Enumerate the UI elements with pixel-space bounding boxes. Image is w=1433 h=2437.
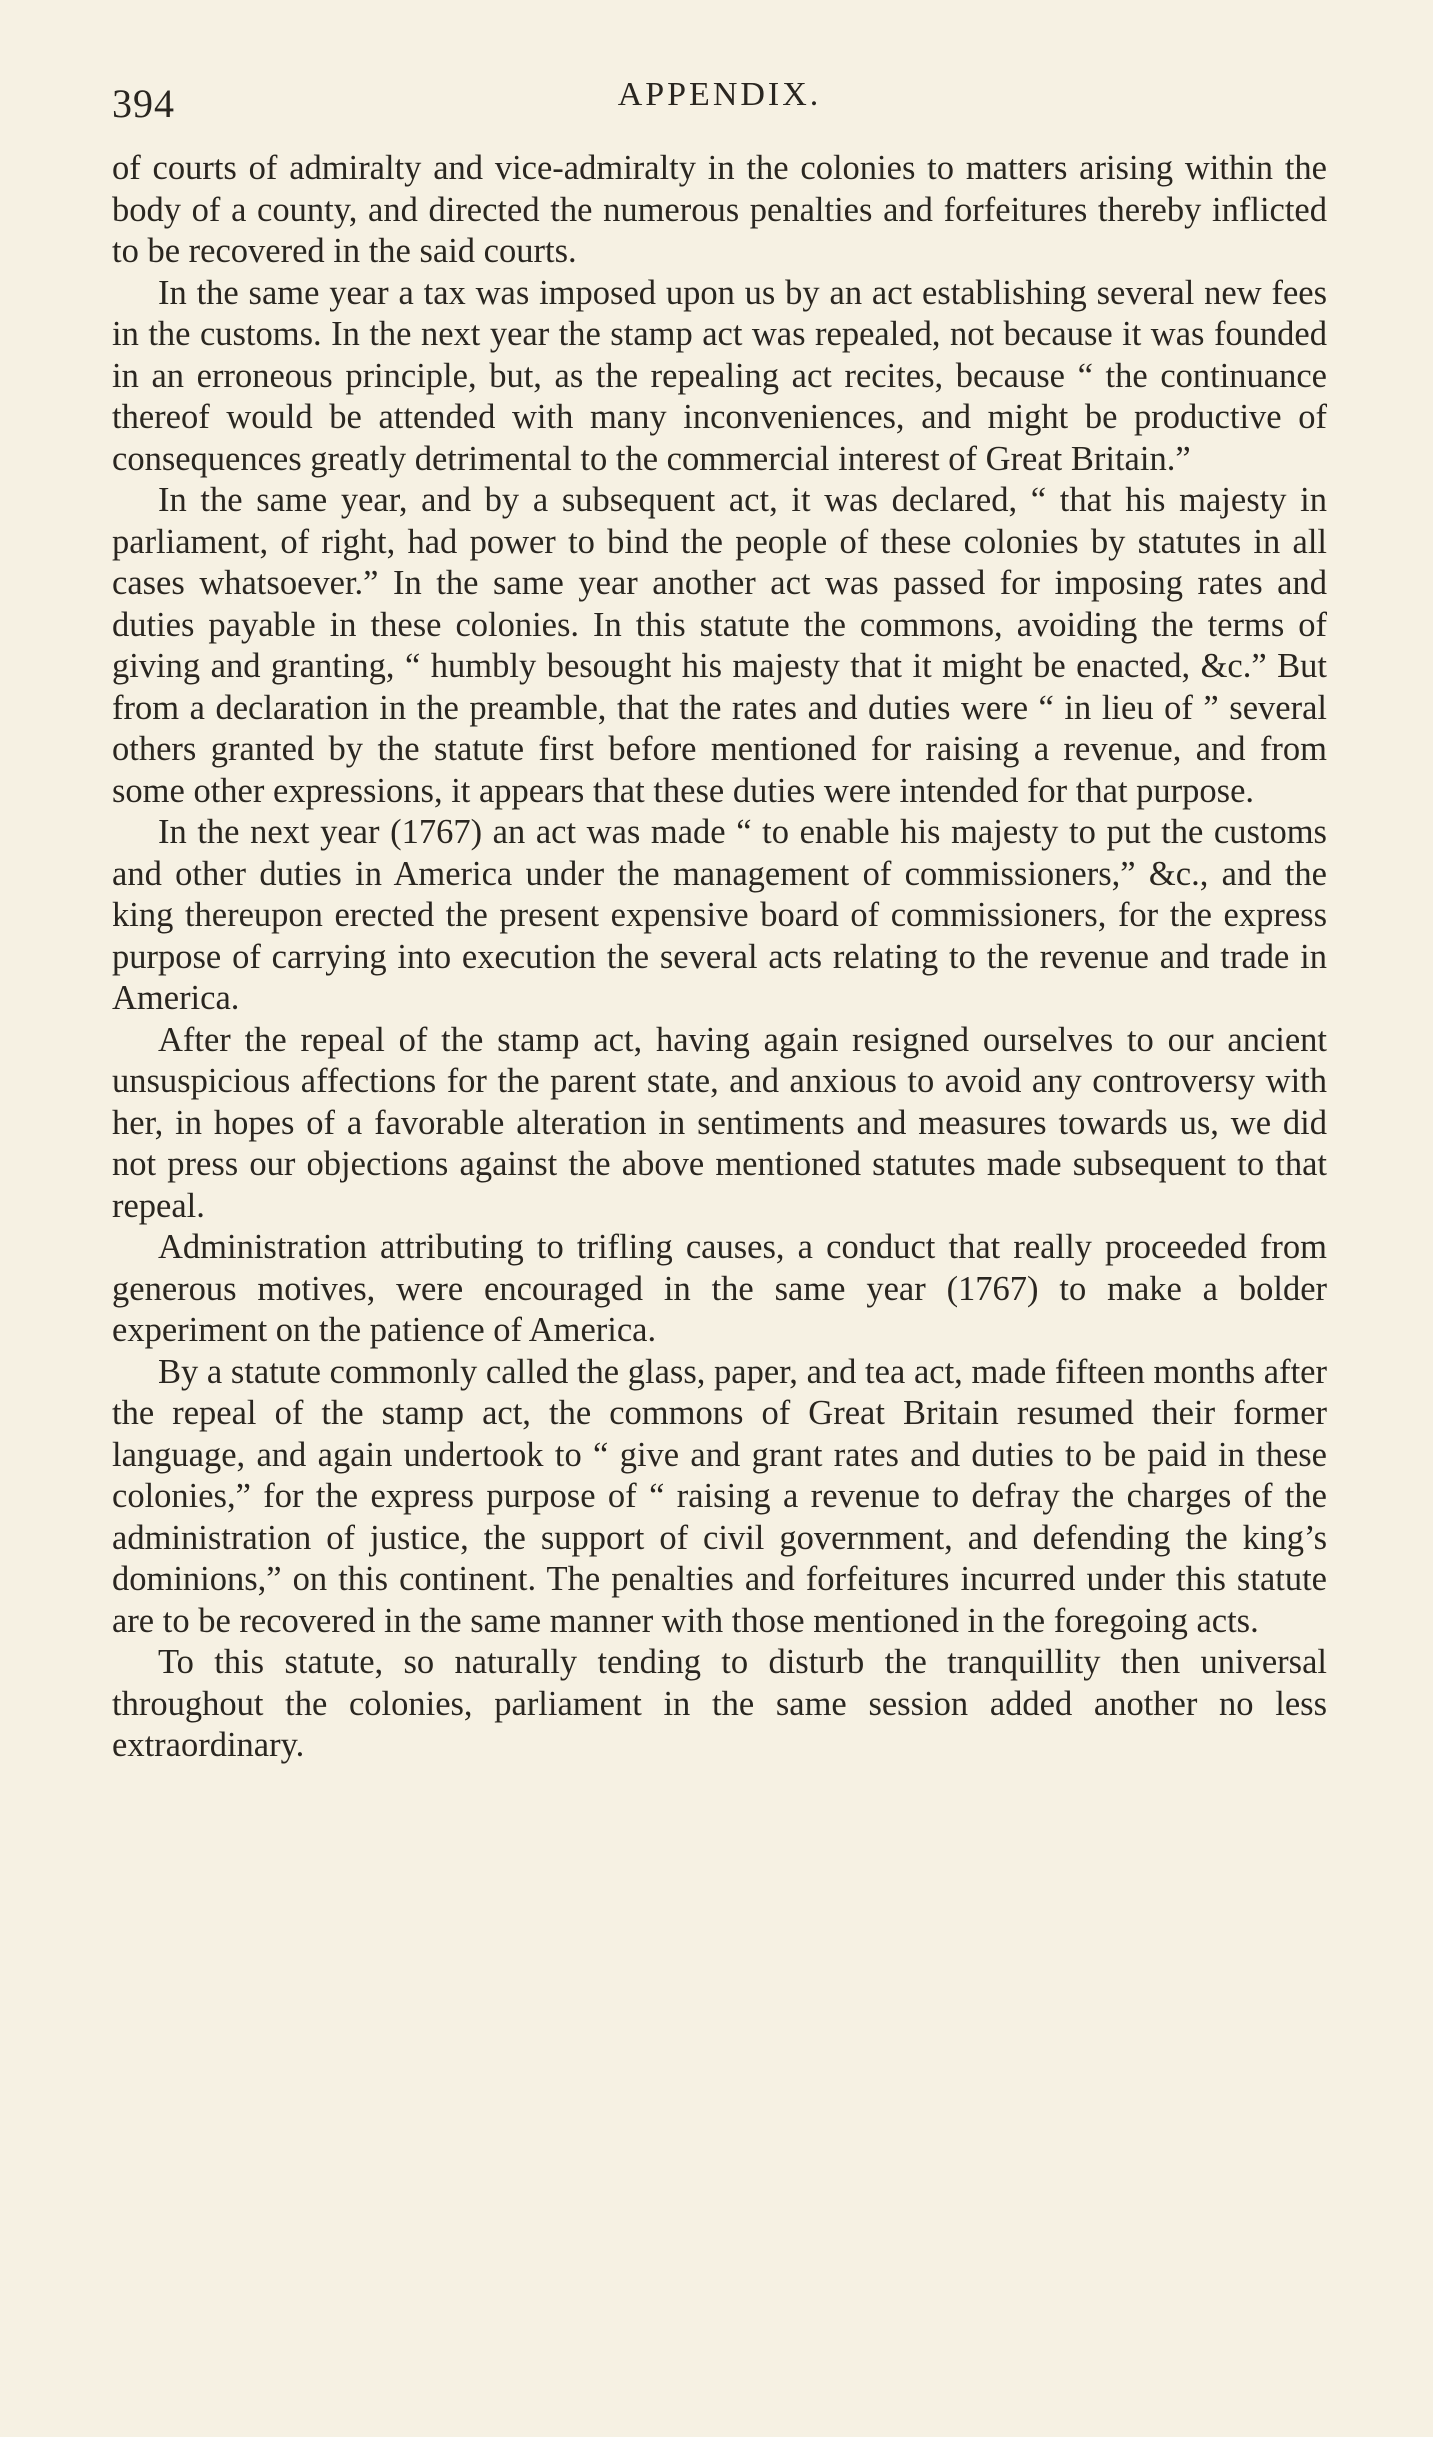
- paragraph: By a statute commonly called the glass, paper, and tea act, made fifteen months after the repeal of the stamp act, the commons of Great Britain resumed their former language, and again undertook to “ give and grant rates and duties to be paid in these colonies,” for the express purpose of “ raising a revenue to defray the charges of the administration of justice, the support of civil government, and defending the king’s dominions,” on this continent. The penalties and forfeitures incurred under this statute are to be recovered in the same manner with those mentioned in the foregoing acts.: [112, 1352, 1327, 1640]
- paragraph: In the same year, and by a subsequent act, it was declared, “ that his majesty in parliament, of right, had power to bind the people of these colonies by statutes in all cases whatsoever.” In the same year another act was passed for imposing rates and duties payable in these colonies. In this statute the commons, avoiding the terms of giving and granting, “ humbly besought his majesty that it might be enacted, &c.” But from a declaration in the preamble, that the rates and duties were “ in lieu of ” several others granted by the statute first before mentioned for raising a revenue, and from some other expressions, it appears that these duties were intended for that purpose.: [112, 481, 1327, 810]
- paragraph: In the same year a tax was imposed upon us by an act establishing several new fees in the customs. In the next year the stamp act was repealed, not because it was founded in an erroneous principle, but, as the repealing act recites, because “ the continuance thereof would be attended with many inconveniences, and might be productive of consequences greatly detrimental to the commercial interest of Great Britain.”: [112, 273, 1327, 478]
- paragraph: Administration attributing to trifling causes, a conduct that really proceeded from generous motives, were encouraged in the same year (1767) to make a bolder experiment on the patience of America.: [112, 1228, 1327, 1349]
- page-header: [112, 72, 1327, 132]
- paragraph: To this statute, so naturally tending to disturb the tranquillity then universal throughout the colonies, parliament in the same session added another no less extraordinary.: [112, 1643, 1327, 1764]
- paragraph: After the repeal of the stamp act, having again resigned ourselves to our ancient unsuspicious affections for the parent state, and anxious to avoid any controversy with her, in hopes of a favorable alteration in sentiments and measures towards us, we did not press our objections against the above mentioned statutes made subsequent to that repeal.: [112, 1020, 1327, 1225]
- page-number: 394: [112, 81, 175, 126]
- paragraph: of courts of admiralty and vice-admiralty in the colonies to matters arising within the body of a county, and directed the numerous penalties and forfeitures thereby inflicted to be recovered in the said courts.: [112, 149, 1327, 270]
- paragraph: In the next year (1767) an act was made “ to enable his majesty to put the customs and other duties in America under the management of commissioners,” &c., and the king thereupon erected the present expensive board of commissioners, for the express purpose of carrying into execution the several acts relating to the revenue and trade in America.: [112, 813, 1327, 1017]
- body-text: [112, 148, 1327, 1767]
- running-head: APPENDIX.: [617, 76, 822, 113]
